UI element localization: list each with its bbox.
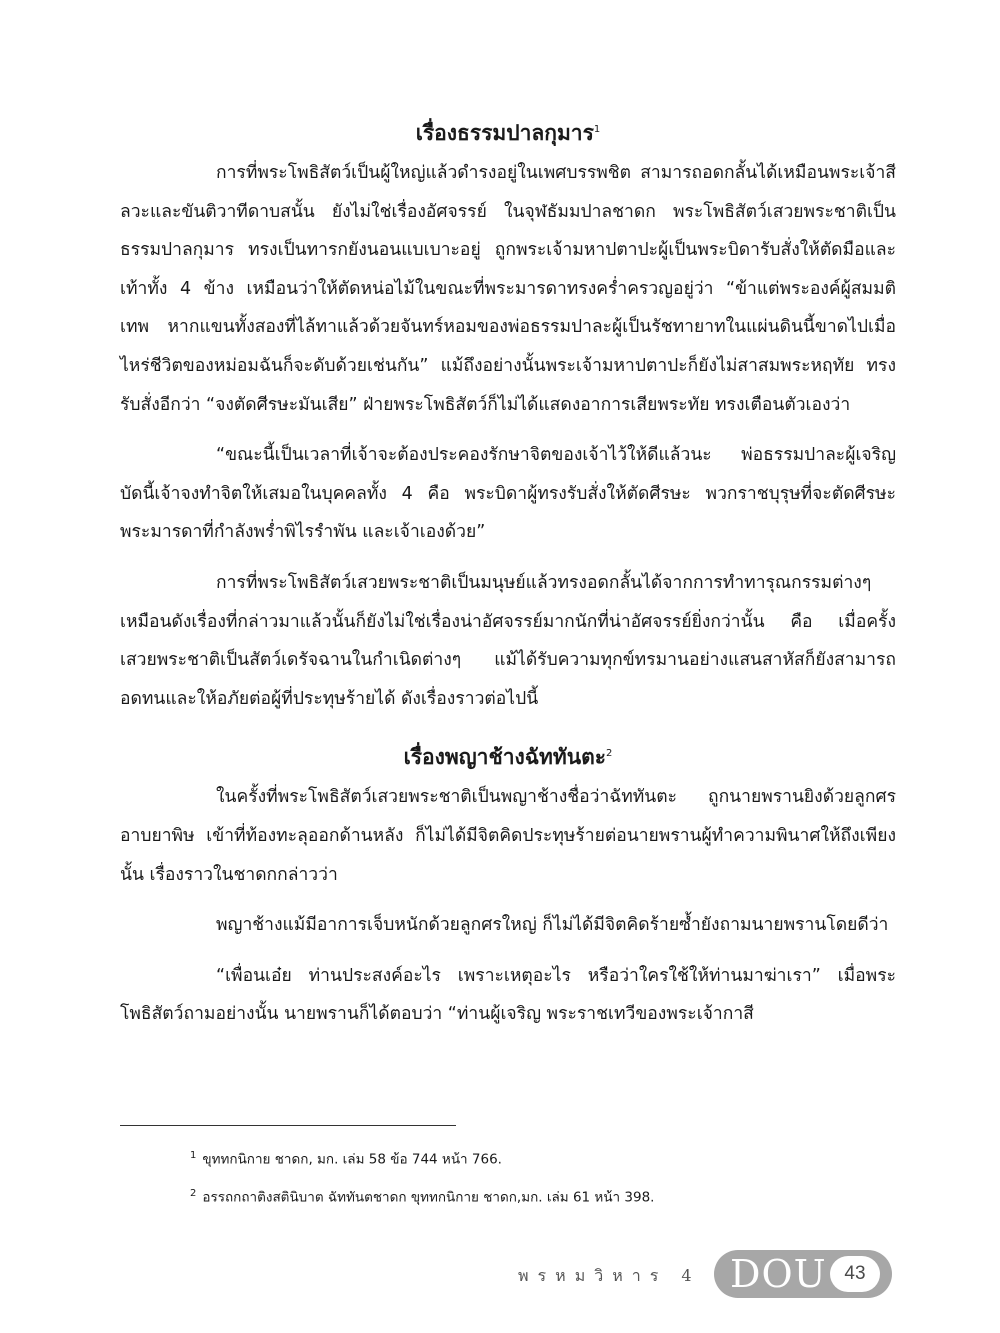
dou-logo-text: DOU bbox=[730, 1252, 827, 1296]
paragraph: ในครั้งที่พระโพธิสัตว์เสวยพระชาติเป็นพญาช้างชื่อว่าฉัททันตะ ถูกนายพรานยิงด้วยลูกศรอาบยาพิษ เข้าที่ท้องทะลุออกด้านหลัง ก็ไม่ได้มีจิตคิดประทุษร้ายต่อนายพรานผู้ทำความพินาศให้ถึงเพียงนั้น เรื่องราวในชาดกกล่าวว่า bbox=[120, 787, 896, 885]
paragraph: พญาช้างแม้มีอาการเจ็บหนักด้วยลูกศรใหญ่ ก็ไม่ได้มีจิตคิดร้ายซ้ำยังถามนายพรานโดยดีว่า bbox=[216, 915, 889, 936]
footnote-2 bbox=[190, 1184, 890, 1208]
paragraph-quote: “ขณะนี้เป็นเวลาที่เจ้าจะต้องประคองรักษาจิตของเจ้าไว้ให้ดีแล้วนะ พ่อธรรมปาละผู้เจริญ บัดนี้เจ้าจงทำจิตให้เสมอในบุคคลทั้ง 4 คือ พระบิดาผู้ทรงรับสั่งให้ตัดศีรษะ พวกราชบุรุษที่จะตัดศีรษะ พระมารดาที่กำลังพร่ำพิไรรำพัน และเจ้าเองด้วย” bbox=[120, 445, 896, 543]
footnote-ref-1: 1 bbox=[593, 124, 601, 135]
section-title-text: เรื่องพญาช้างฉัททันตะ bbox=[403, 745, 607, 770]
footnotes bbox=[190, 1146, 890, 1221]
paragraph: “เพื่อนเอ๋ย ท่านประสงค์อะไร เพราะเหตุอะไร หรือว่าใครใช้ให้ท่านมาฆ่าเรา” เมื่อพระโพธิสัตว์ถามอย่างนั้น นายพรานก็ได้ตอบว่า “ท่านผู้เจริญ พระราชเทวีของพระเจ้ากาสี bbox=[120, 965, 896, 1025]
section-title-text: เรื่องธรรมปาลกุมาร bbox=[415, 121, 594, 145]
footnote-text: ขุททกนิกาย ชาดก, มก. เล่ม 58 ข้อ 744 หน้า 766. bbox=[202, 1151, 502, 1168]
footnote-number: 2 bbox=[190, 1187, 197, 1199]
paragraph: การที่พระโพธิสัตว์เป็นผู้ใหญ่แล้วดำรงอยู่ในเพศบรรพชิต สามารถอดกลั้นได้เหมือนพระเจ้าสีลวะและขันติวาทีดาบสนั้น ยังไม่ใช่เรื่องอัศจรรย์ ในจุฬธัมมปาลชาดก พระโพธิสัตว์เสวยพระชาติเป็นธรรมปาลกุมาร ทรงเป็นทารกยังนอนแบเบาะอยู่ ถูกพระเจ้ามหาปตาปะผู้เป็นพระบิดารับสั่งให้ตัดมือและเท้าทั้ง 4 ข้าง เหมือนว่าให้ตัดหน่อไม้ในขณะที่พระมารดาทรงคร่ำครวญอยู่ว่า “ข้าแต่พระองค์ผู้สมมติเทพ หากแขนทั้งสองที่ไล้ทาแล้วด้วยจันทร์หอมของพ่อธรรมปาละผู้เป็นรัชทายาทในแผ่นดินนี้ขาดไปเมื่อไหร่ชีวิตของหม่อมฉันก็จะดับด้วยเช่นกัน” แม้ถึงอย่างนั้นพระเจ้ามหาปตาปะก็ยังไม่สาสมพระหฤทัย ทรงรับสั่งอีกว่า “จงตัดศีรษะมันเสีย” ฝ่ายพระโพธิสัตว์ก็ไม่ได้แสดงอาการเสียพระทัย ทรงเตือนตัวเองว่า bbox=[120, 163, 896, 415]
section-title-dhammapala bbox=[120, 112, 896, 154]
page-number: 43 bbox=[830, 1256, 880, 1292]
footnote-1 bbox=[190, 1146, 890, 1170]
footnote-text: อรรถกถาติงสตินิบาต ฉัททันตชาดก ขุททกนิกาย ชาดก,มก. เล่ม 61 หน้า 398. bbox=[202, 1189, 655, 1205]
dou-logo-badge bbox=[714, 1250, 892, 1298]
section-title-chaddanta bbox=[120, 736, 896, 778]
footnote-divider bbox=[120, 1125, 456, 1126]
paragraph: การที่พระโพธิสัตว์เสวยพระชาติเป็นมนุษย์แล้วทรงอดกลั้นได้จากการทำทารุณกรรมต่างๆเหมือนดังเรื่องที่กล่าวมาแล้วนั้นก็ยังไม่ใช่เรื่องน่าอัศจรรย์มากนักที่น่าอัศจรรย์ยิ่งกว่านั้น คือ เมื่อครั้งเสวยพระชาติเป็นสัตว์เดรัจฉานในกำเนิดต่างๆ แม้ได้รับความทุกข์ทรมานอย่างแสนสาหัสก็ยังสามารถอดทนและให้อภัยต่อผู้ที่ประทุษร้ายได้ ดังเรื่องราวต่อไปนี้ bbox=[120, 572, 896, 709]
main-content bbox=[120, 112, 896, 1034]
running-footer-title: พรหมวิหาร 4 bbox=[518, 1266, 701, 1285]
footnote-number: 1 bbox=[190, 1150, 197, 1161]
footnote-ref-2: 2 bbox=[606, 748, 613, 760]
